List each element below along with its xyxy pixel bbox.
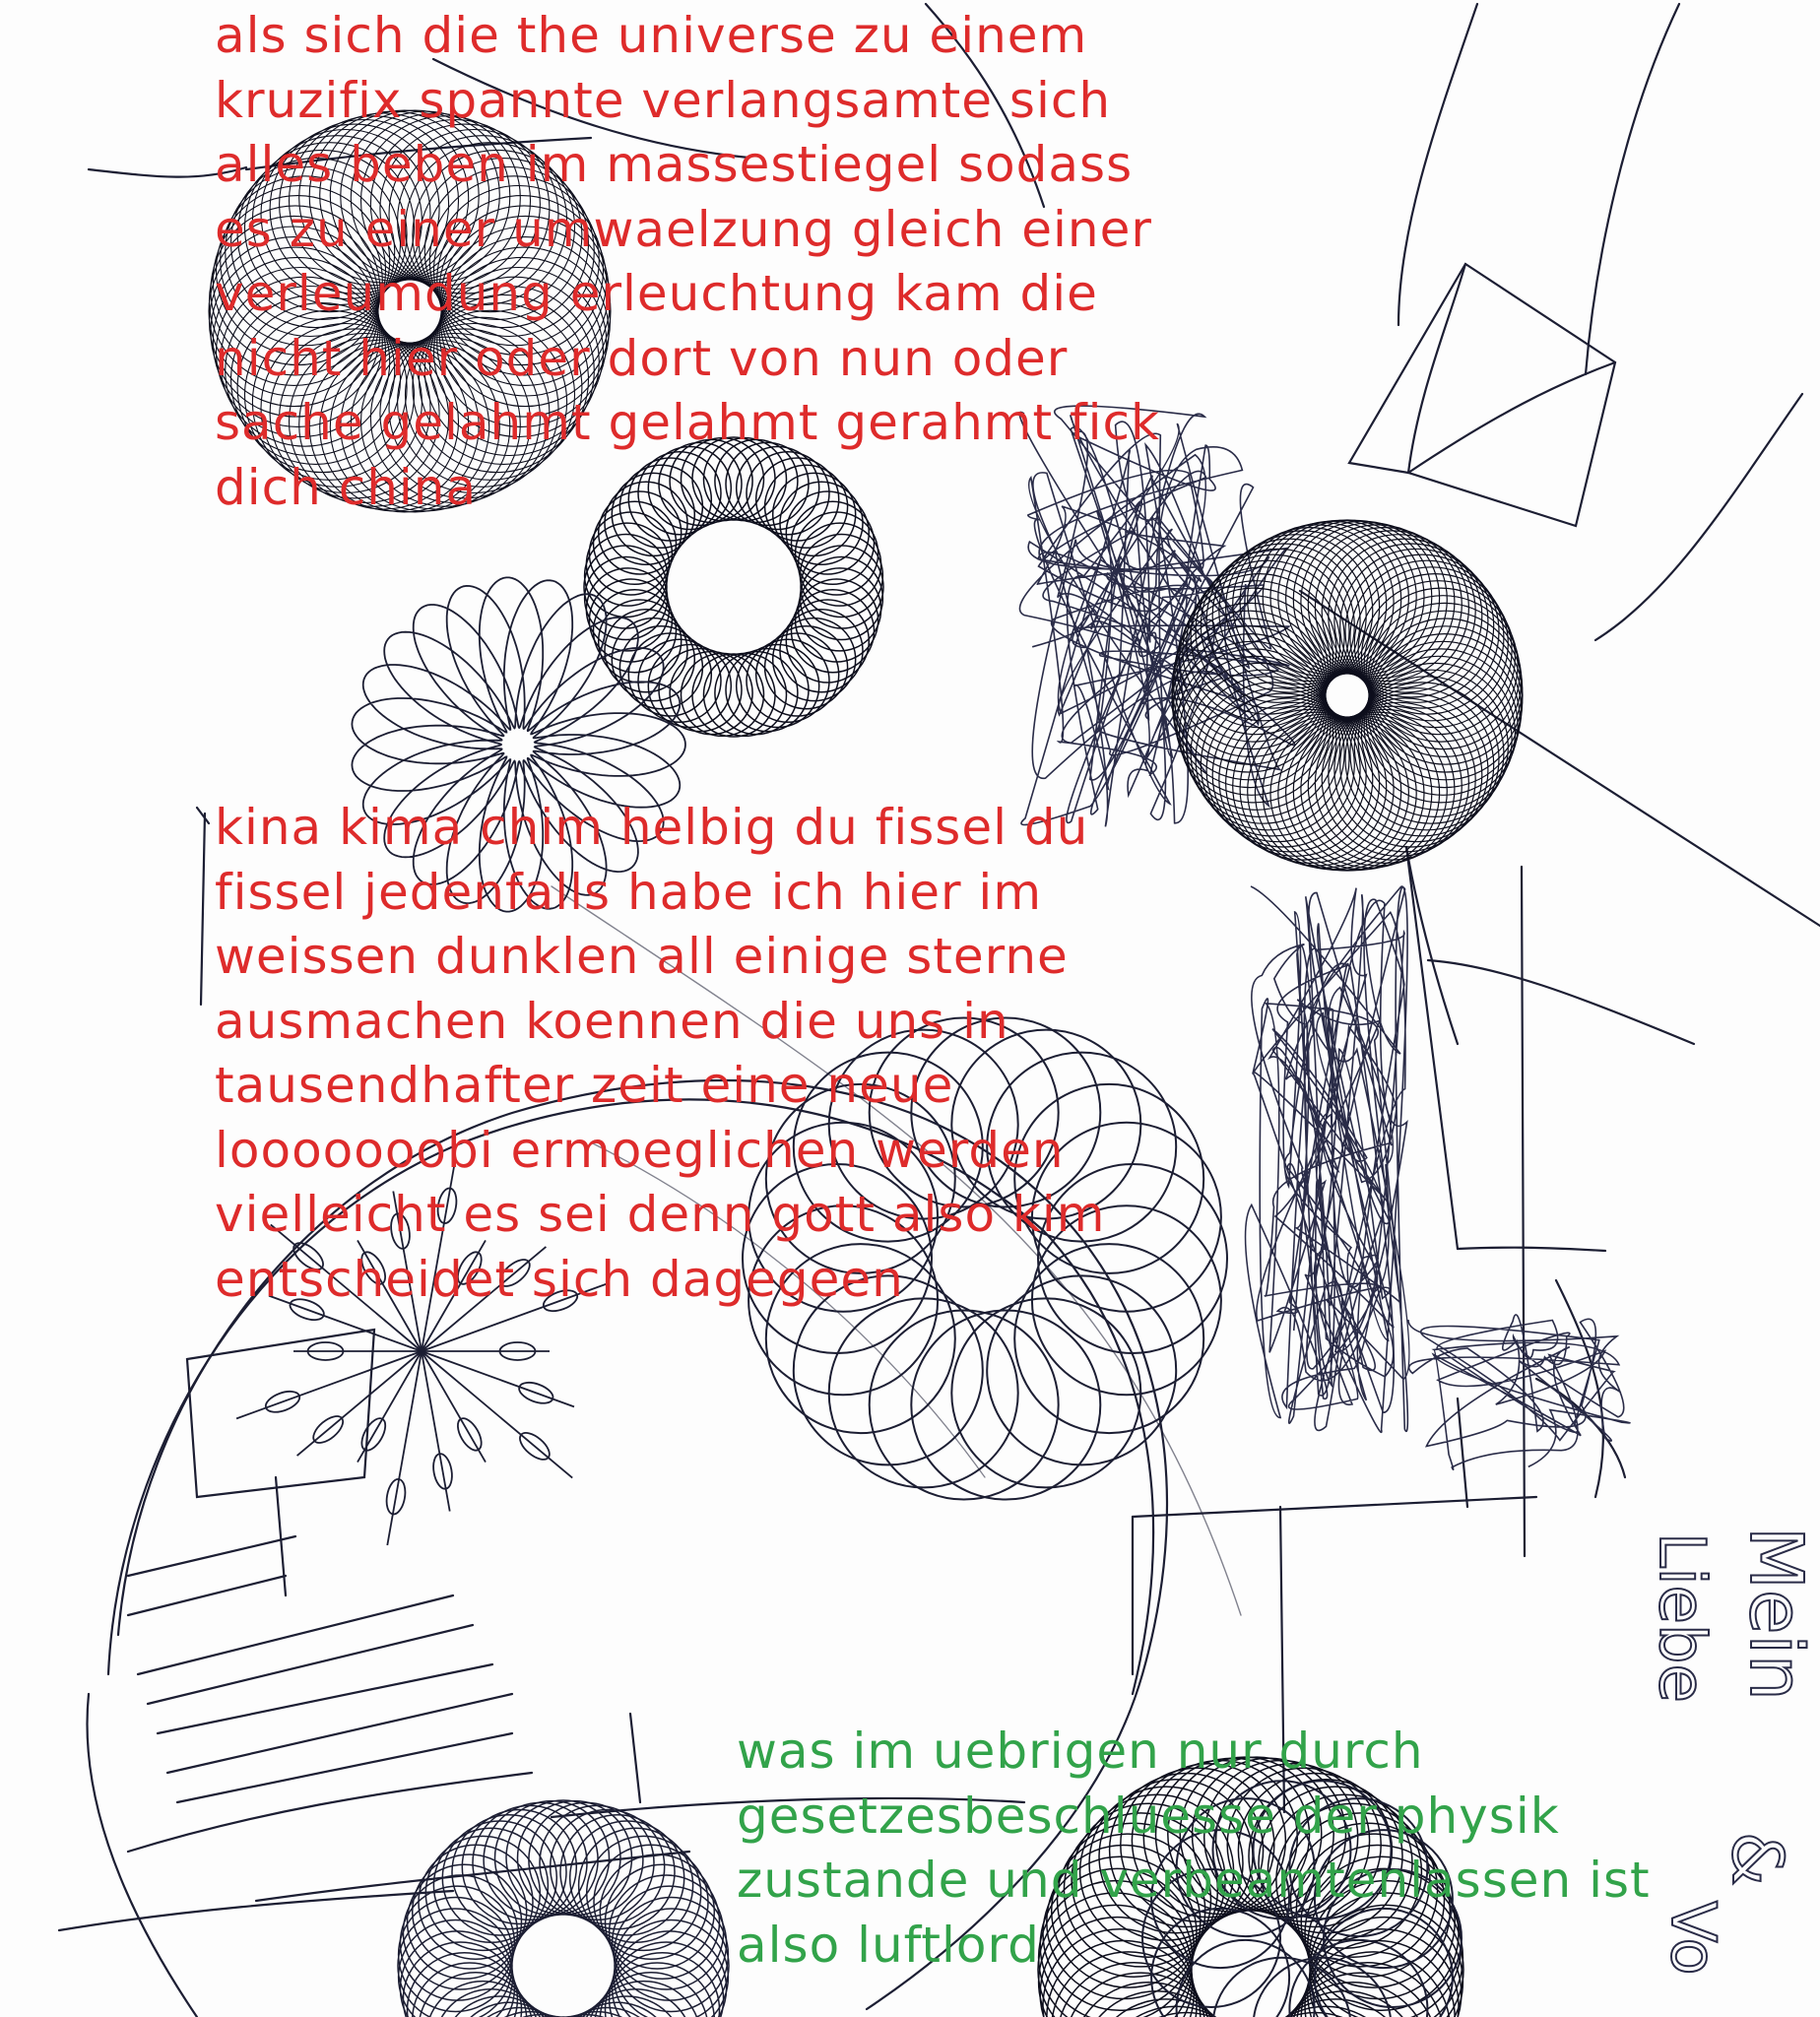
- poem-line: dich china: [215, 458, 478, 516]
- svg-text:&: &: [1717, 1832, 1797, 1886]
- poem-line: looooooobi ermoeglichen werden: [215, 1121, 1065, 1179]
- poem-line: vielleicht es sei denn gott also kim: [215, 1186, 1106, 1243]
- poem-line: ausmachen koennen die uns in: [215, 992, 1009, 1050]
- poem-line: alles beben im massestiegel sodass: [215, 136, 1134, 193]
- poem-line: entscheidet sich dagegeen: [215, 1250, 904, 1308]
- handwriting-liebe: [1645, 1532, 1718, 1703]
- poem-line: was im uebrigen nur durch: [737, 1723, 1424, 1780]
- handwriting-vo: [1658, 1901, 1729, 1976]
- poem-block-middle: [215, 796, 1105, 1312]
- scribble-column: [1246, 886, 1409, 1432]
- handwriting-amp: [1717, 1832, 1797, 1886]
- svg-text:Liebe: Liebe: [1645, 1532, 1718, 1703]
- poem-line: verleumdung erleuchtung kam die: [215, 265, 1098, 322]
- poem-line: nicht hier oder dort von nun oder: [215, 329, 1069, 387]
- poem-line: es zu einer umwaelzung gleich einer: [215, 200, 1152, 258]
- poem-line: kina kima chim helbig du fissel du: [215, 799, 1089, 856]
- poem-block-top: [215, 4, 1160, 520]
- svg-text:Vo: Vo: [1658, 1901, 1729, 1976]
- poem-line: fissel jedenfalls habe ich hier im: [215, 863, 1043, 921]
- poem-block-bottom: [737, 1720, 1651, 1978]
- poem-line: sache gelahmt gelahmt gerahmt fick: [215, 394, 1160, 451]
- poem-line: zustande und verbeamtenlassen ist: [737, 1852, 1651, 1909]
- poem-line: kruzifix spannte verlangsamte sich: [215, 71, 1112, 129]
- poem-line: tausendhafter zeit eine neue: [215, 1057, 954, 1114]
- poem-line: als sich die the universe zu einem: [215, 7, 1088, 64]
- handwriting-mein: [1733, 1527, 1818, 1701]
- poem-line: gesetzesbeschluesse der physik: [737, 1787, 1560, 1845]
- poem-line: weissen dunklen all einige sterne: [215, 928, 1069, 985]
- handwritten-note: [1525, 1507, 1820, 2017]
- poem-line: also luftlord: [737, 1916, 1040, 1974]
- spirograph-ring-bottom-left: [398, 1800, 729, 2017]
- svg-text:Mein: Mein: [1733, 1527, 1818, 1701]
- scribble-lower-right: [1408, 1315, 1630, 1469]
